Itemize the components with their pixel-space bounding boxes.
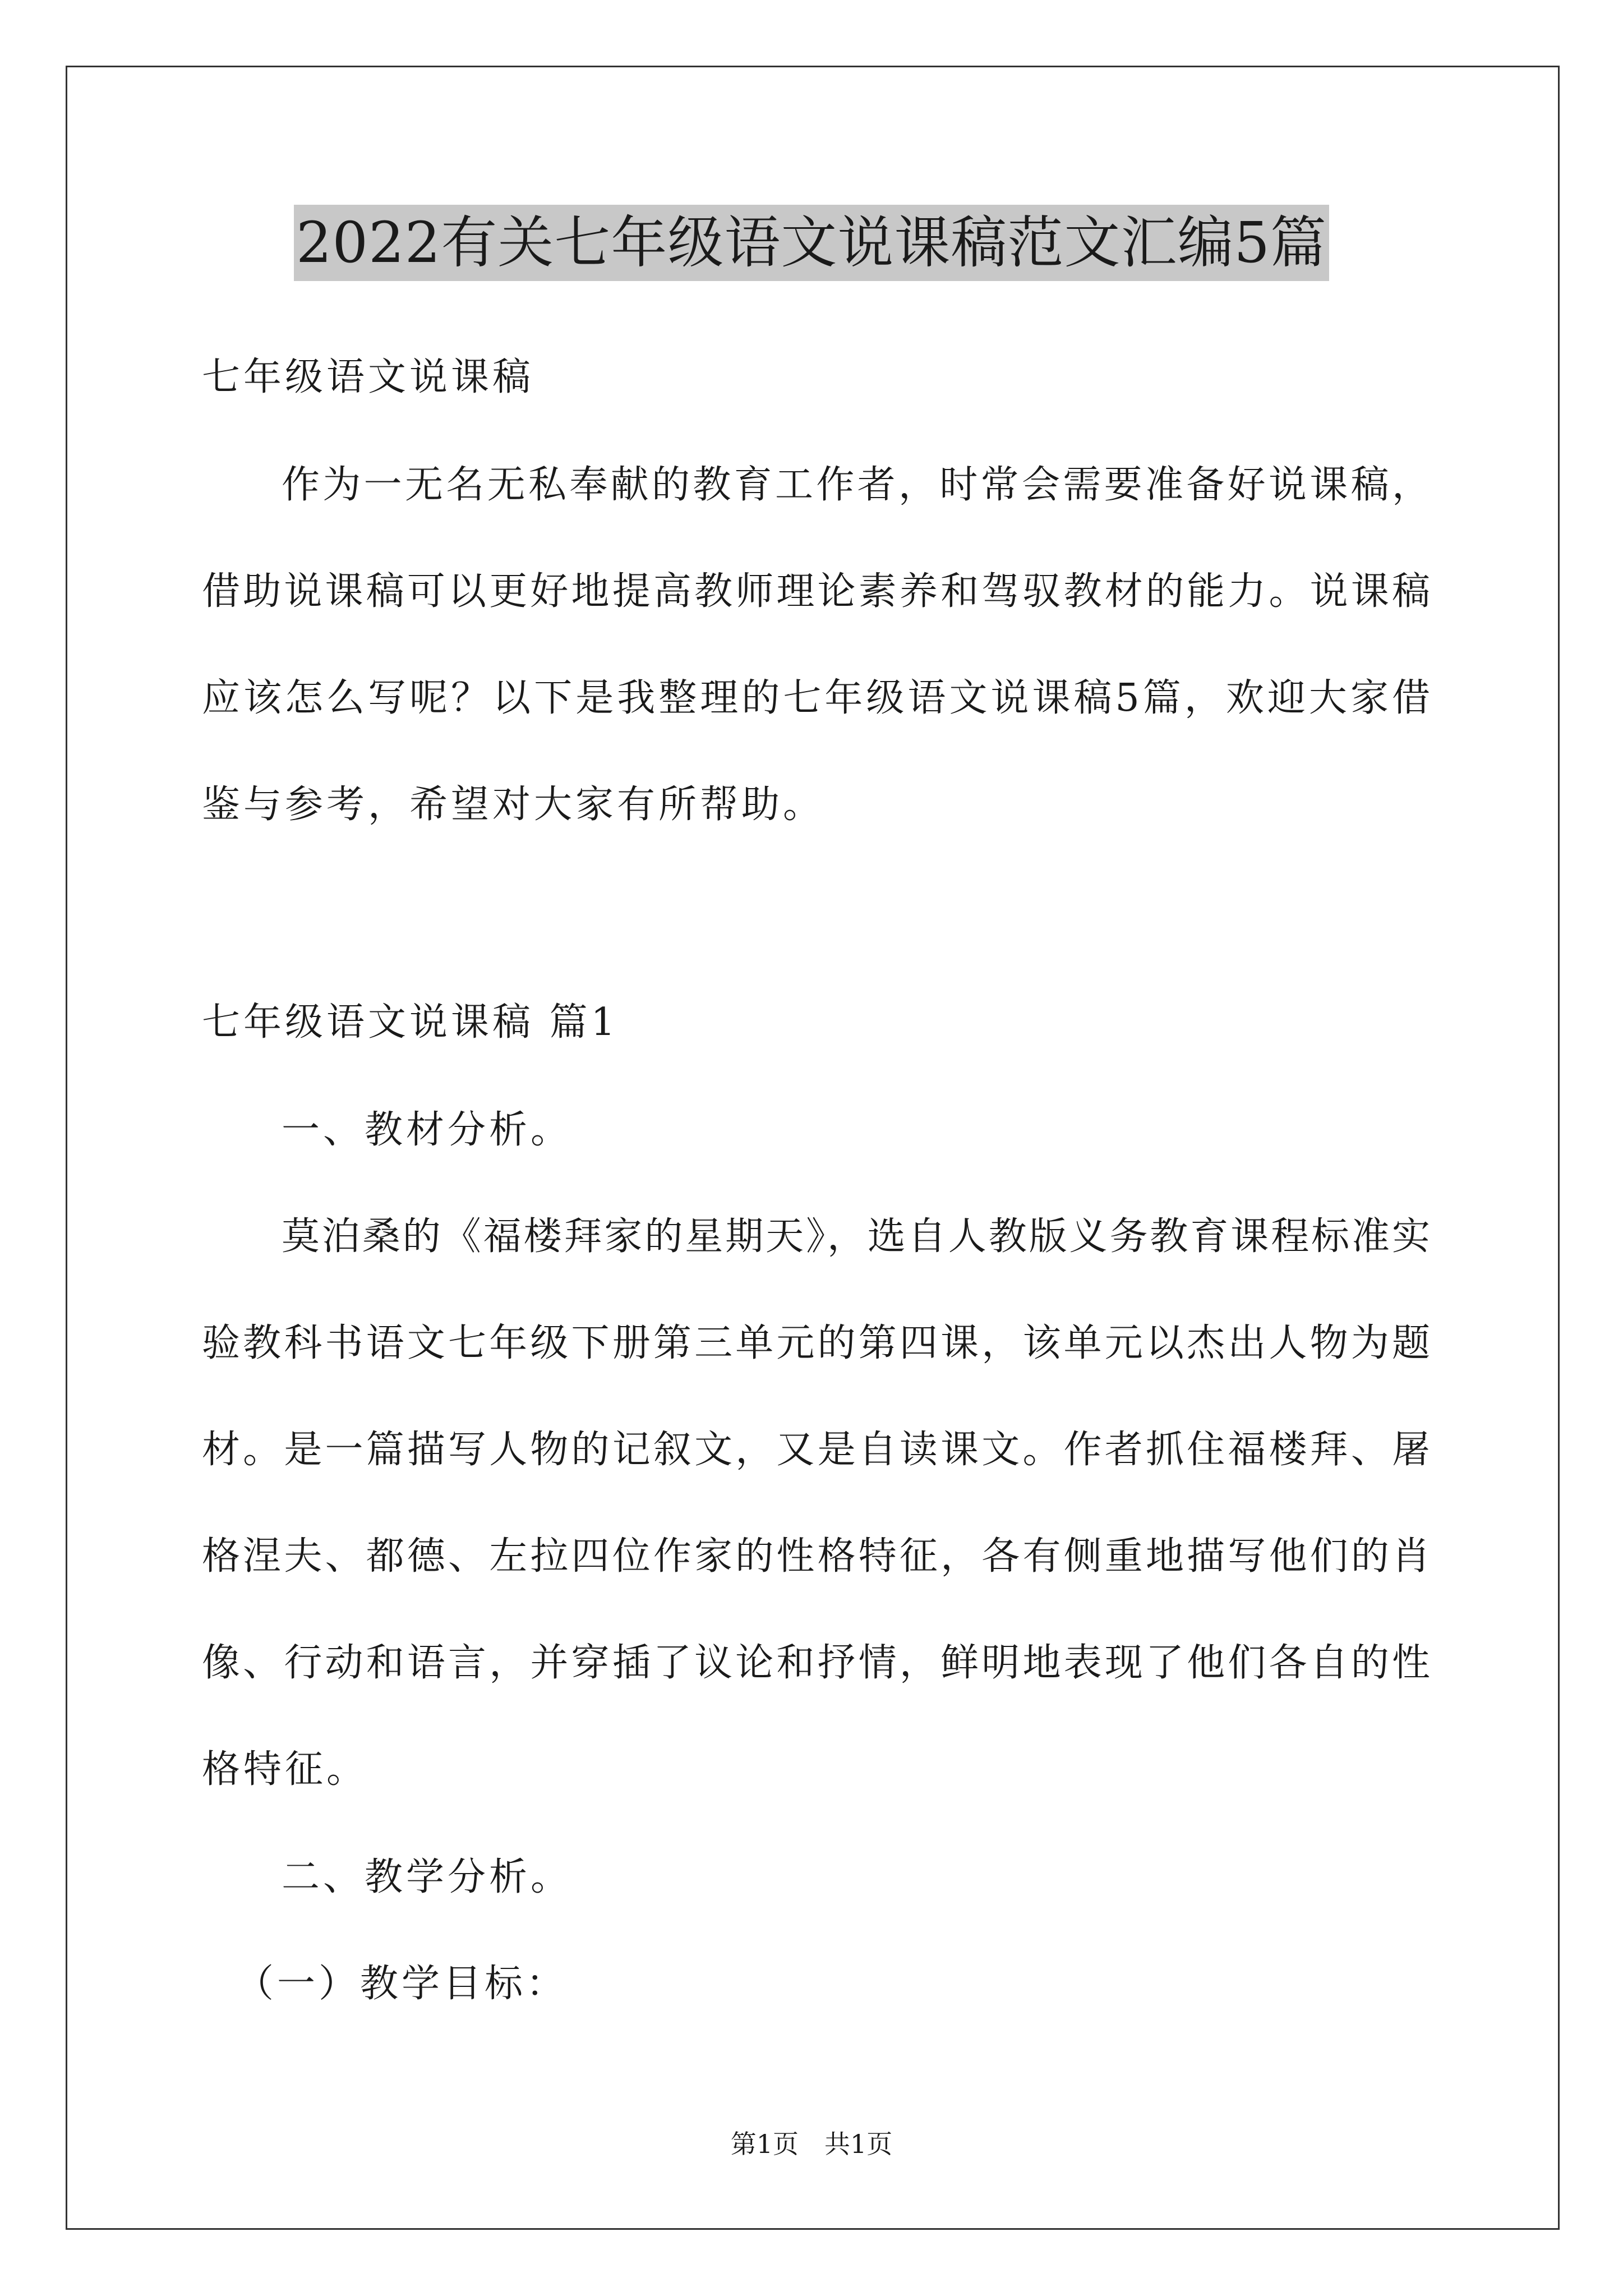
subtitle-line: 七年级语文说课稿 <box>202 355 534 399</box>
page-footer: 第1页 共1页 <box>730 2129 893 2159</box>
paragraph-line: 像、行动和语言，并穿插了议论和抒情，鲜明地表现了他们各自的性 <box>202 1641 1430 1685</box>
section-heading-2: 二、教学分析。 <box>282 1855 573 1899</box>
paragraph-line: 借助说课稿可以更好地提高教师理论素养和驾驭教材的能力。说课稿 <box>202 569 1430 614</box>
document-title: 2022有关七年级语文说课稿范文汇编5篇 <box>294 205 1329 281</box>
section-heading-1: 一、教材分析。 <box>282 1108 573 1152</box>
paragraph-line: 作为一无名无私奉献的教育工作者，时常会需要准备好说课稿， <box>282 463 1430 507</box>
subsection-heading: （一）教学目标： <box>236 1962 568 2006</box>
section-heading: 七年级语文说课稿 篇1 <box>202 1000 619 1045</box>
paragraph-line: 莫泊桑的《福楼拜家的星期天》，选自人教版义务教育课程标准实 <box>282 1214 1430 1259</box>
paragraph-line: 材。是一篇描写人物的记叙文，又是自读课文。作者抓住福楼拜、屠 <box>202 1428 1430 1472</box>
paragraph-line: 验教科书语文七年级下册第三单元的第四课，该单元以杰出人物为题 <box>202 1321 1430 1365</box>
paragraph-line: 应该怎么写呢？以下是我整理的七年级语文说课稿5篇，欢迎大家借 <box>202 676 1430 720</box>
paragraph-line: 格特征。 <box>202 1747 368 1792</box>
paragraph-line: 格涅夫、都德、左拉四位作家的性格特征，各有侧重地描写他们的肖 <box>202 1534 1430 1579</box>
title-container <box>0 205 1623 281</box>
paragraph-line: 鉴与参考，希望对大家有所帮助。 <box>202 783 825 827</box>
